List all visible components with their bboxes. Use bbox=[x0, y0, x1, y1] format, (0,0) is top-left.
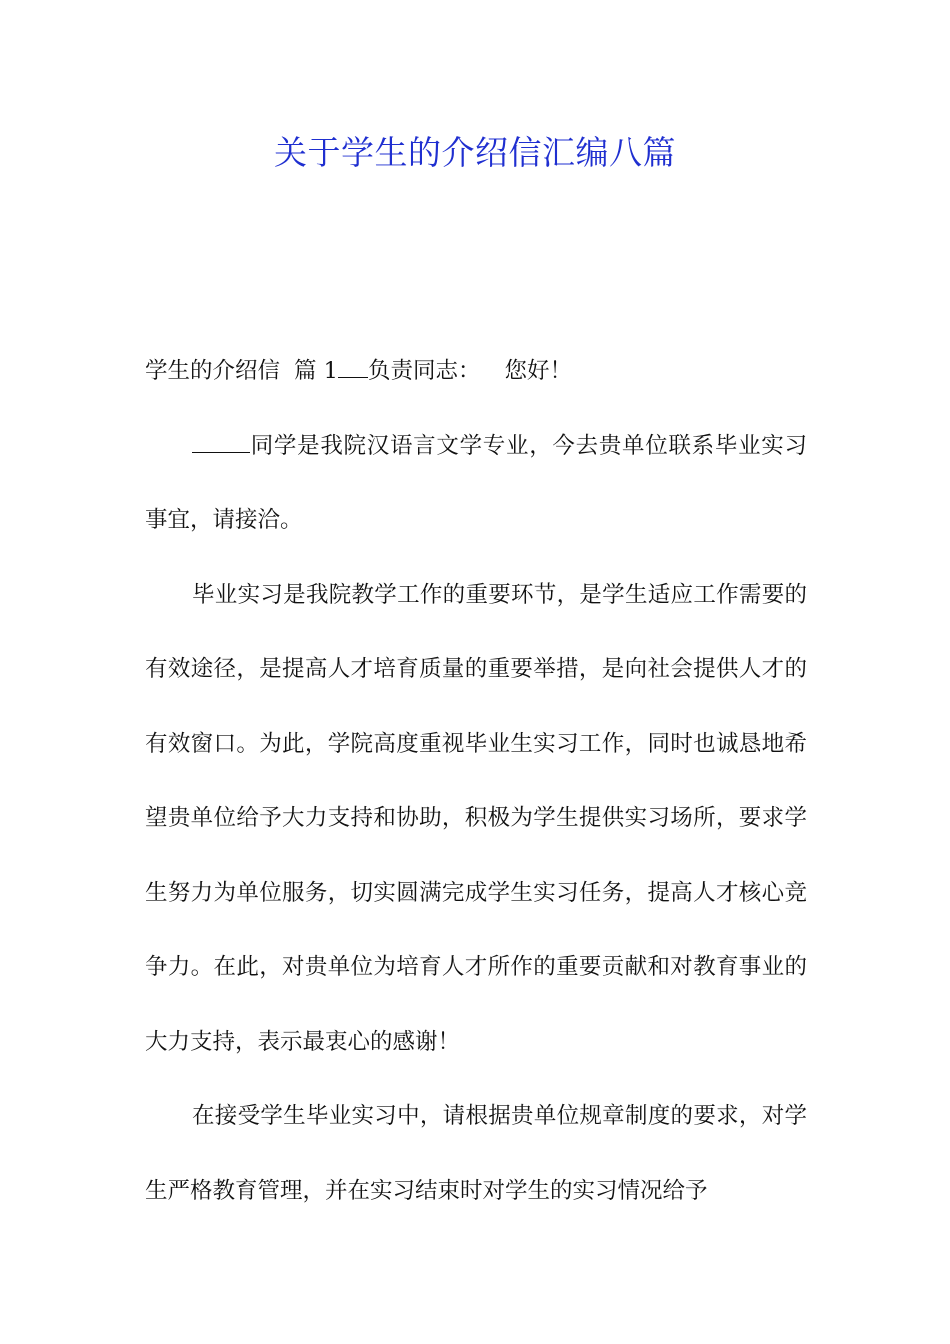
paragraph-introduction-text: 同学是我院汉语言文学专业，今去贵单位联系毕业实习事宜，请接洽。 bbox=[145, 432, 807, 533]
document-body bbox=[145, 334, 807, 1228]
letter-heading-line bbox=[145, 334, 807, 409]
paragraph-introduction bbox=[145, 409, 807, 558]
document-title: 关于学生的介绍信汇编八篇 bbox=[274, 133, 676, 172]
recipient-salutation: 负责同志： bbox=[367, 358, 481, 384]
paragraph-management-request: 在接受学生毕业实习中，请根据贵单位规章制度的要求，对学生严格教育管理，并在实习结束时对学生的实习情况给予 bbox=[145, 1103, 807, 1204]
letter-heading-label: 学生的介绍信 bbox=[145, 358, 281, 384]
letter-number: 篇 1 bbox=[294, 358, 338, 384]
greeting: 您好！ bbox=[504, 358, 573, 384]
name-blank-short bbox=[338, 359, 368, 378]
paragraph-internship-importance: 毕业实习是我院教学工作的重要环节，是学生适应工作需要的有效途径，是提高人才培育质量的重要举措，是向社会提供人才的有效窗口。为此，学院高度重视毕业生实习工作，同时也诚恳地希望贵单位给予大力支持和协助，积极为学生提供实习场所，要求学生努力为单位服务，切实圆满完成学生实习任务，提高人才核心竞争力。在此，对贵单位为培育人才所作的重要贡献和对教育事业的大力支持，表示最衷心的感谢！ bbox=[145, 581, 807, 1055]
student-name-blank bbox=[192, 434, 250, 453]
